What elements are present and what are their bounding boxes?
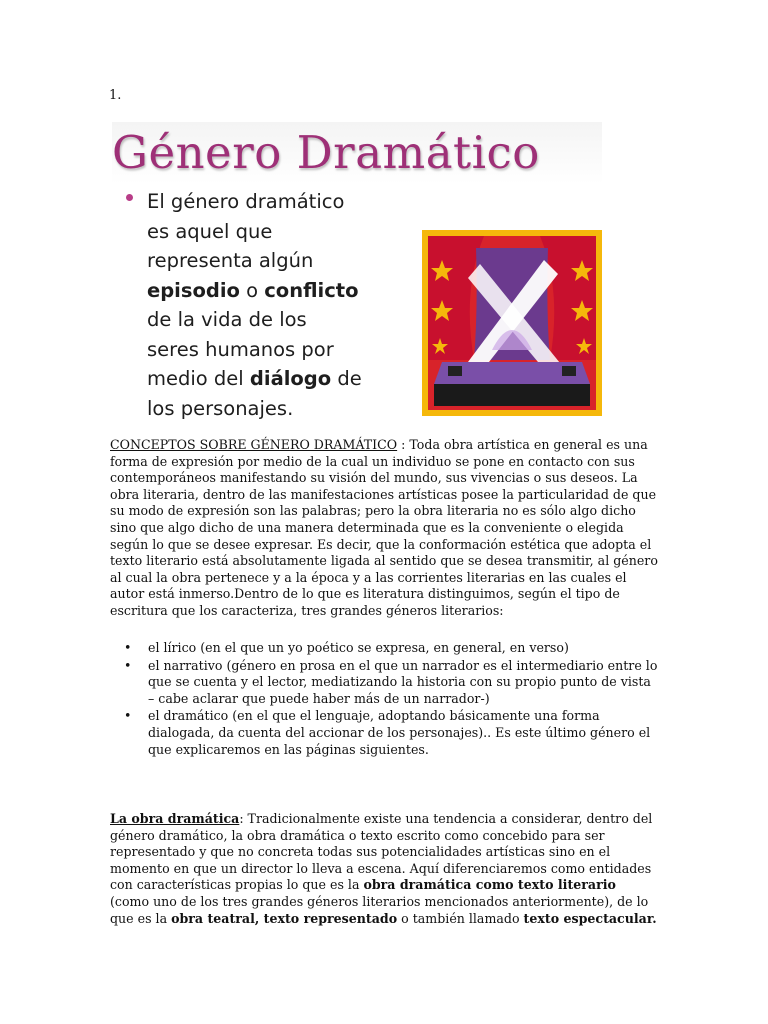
slide-fragment: de	[331, 367, 362, 390]
slide-text	[147, 187, 387, 420]
slide-line: los personajes.	[147, 396, 294, 420]
genre-text: el lírico (en el que un yo poético se expresa, en general, en verso)	[148, 640, 569, 655]
bullet-icon: •	[124, 708, 132, 724]
slide-keyword-conflicto: conflicto	[264, 278, 359, 302]
list-item	[110, 708, 658, 758]
obra-bold-text: obra dramática como texto literario	[363, 877, 616, 893]
slide-keyword-dialogo: diálogo	[249, 367, 332, 390]
genre-text: el narrativo (género en prosa en el que un narrador es el intermediario entre lo que se cuenta y el lector, mediatizando la historia con su propio punto de vista – cabe aclarar que puede haber más de un narrador-)	[148, 657, 658, 706]
slide-connector: o	[239, 278, 265, 302]
concepts-body: : Toda obra artística en general es una forma de expresión por medio de la cual un individuo se pone en contacto con sus contemporáneos manifestando su visión del mundo, sus vivencias o sus deseos. La obra literaria, dentro de las manifestaciones artísticas posee la particularidad de que su modo de expresión son las palabras; pero la obra literaria no es sólo algo dicho sino que algo dicho de una manera determinada que es la conveniente o elegida según lo que se desee expresar. Es decir, que la conformación estética que adopta el texto literario está absolutamente ligada al sentido que se desea transmitir, al género al cual la obra pertenece y a la época y a las corrientes literarias en las cuales el autor está inmerso.Dentro de lo que es literatura distinguimos, según el tipo de escritura que los caracteriza, tres grandes géneros literarios:	[110, 437, 658, 618]
slide-line: representa algún	[147, 249, 314, 272]
slide-line	[147, 276, 387, 306]
obra-heading: La obra dramática	[110, 811, 240, 826]
slide-fragment: medio del	[147, 367, 250, 390]
slide-image	[108, 118, 604, 420]
obra-paragraph	[110, 811, 658, 927]
obra-text: (como uno de los tres grandes géneros literarios mencionados anteriormente), de lo que es la	[110, 893, 649, 926]
slide-line: es aquel que	[147, 219, 273, 243]
obra-text: o también llamado	[397, 910, 524, 926]
obra-bold-text: texto espectacular.	[523, 910, 657, 926]
concepts-paragraph	[110, 437, 658, 620]
concepts-heading: CONCEPTOS SOBRE GÉNERO DRAMÁTICO	[110, 437, 398, 452]
slide-keyword-episodio: episodio	[147, 278, 240, 302]
slide-bullet-dot	[126, 194, 133, 201]
bullet-icon: •	[124, 657, 132, 673]
genre-text: el dramático (en el que el lenguaje, adoptando básicamente una forma dialogada, da cuenta del accionar de los personajes).. Es este último género el que explicaremos en las páginas siguientes.	[148, 708, 651, 757]
slide-line: de la vida de los	[147, 308, 307, 331]
slide-title: Género Dramático	[112, 122, 602, 184]
obra-bold-text: obra teatral, texto representado	[171, 910, 398, 926]
list-item	[110, 640, 658, 657]
slide-line	[147, 364, 387, 394]
list-item	[110, 658, 658, 708]
page-number: 1.	[109, 88, 122, 103]
theatre-stage-icon	[422, 230, 602, 416]
slide-line: seres humanos por	[147, 337, 334, 361]
bullet-icon: •	[124, 640, 132, 655]
slide-line: El género dramático	[147, 190, 345, 213]
genre-list	[110, 640, 658, 759]
obra-text: : Tradicionalmente existe una tendencia a considerar, dentro del género dramático, la obra dramática o texto escrito como concebido para ser representado y que no concreta todas sus potencialidades artísticas sino en el momento en que un director lo lleva a escena. Aquí diferenciaremos como entidades con características propias lo que es la	[110, 811, 653, 893]
